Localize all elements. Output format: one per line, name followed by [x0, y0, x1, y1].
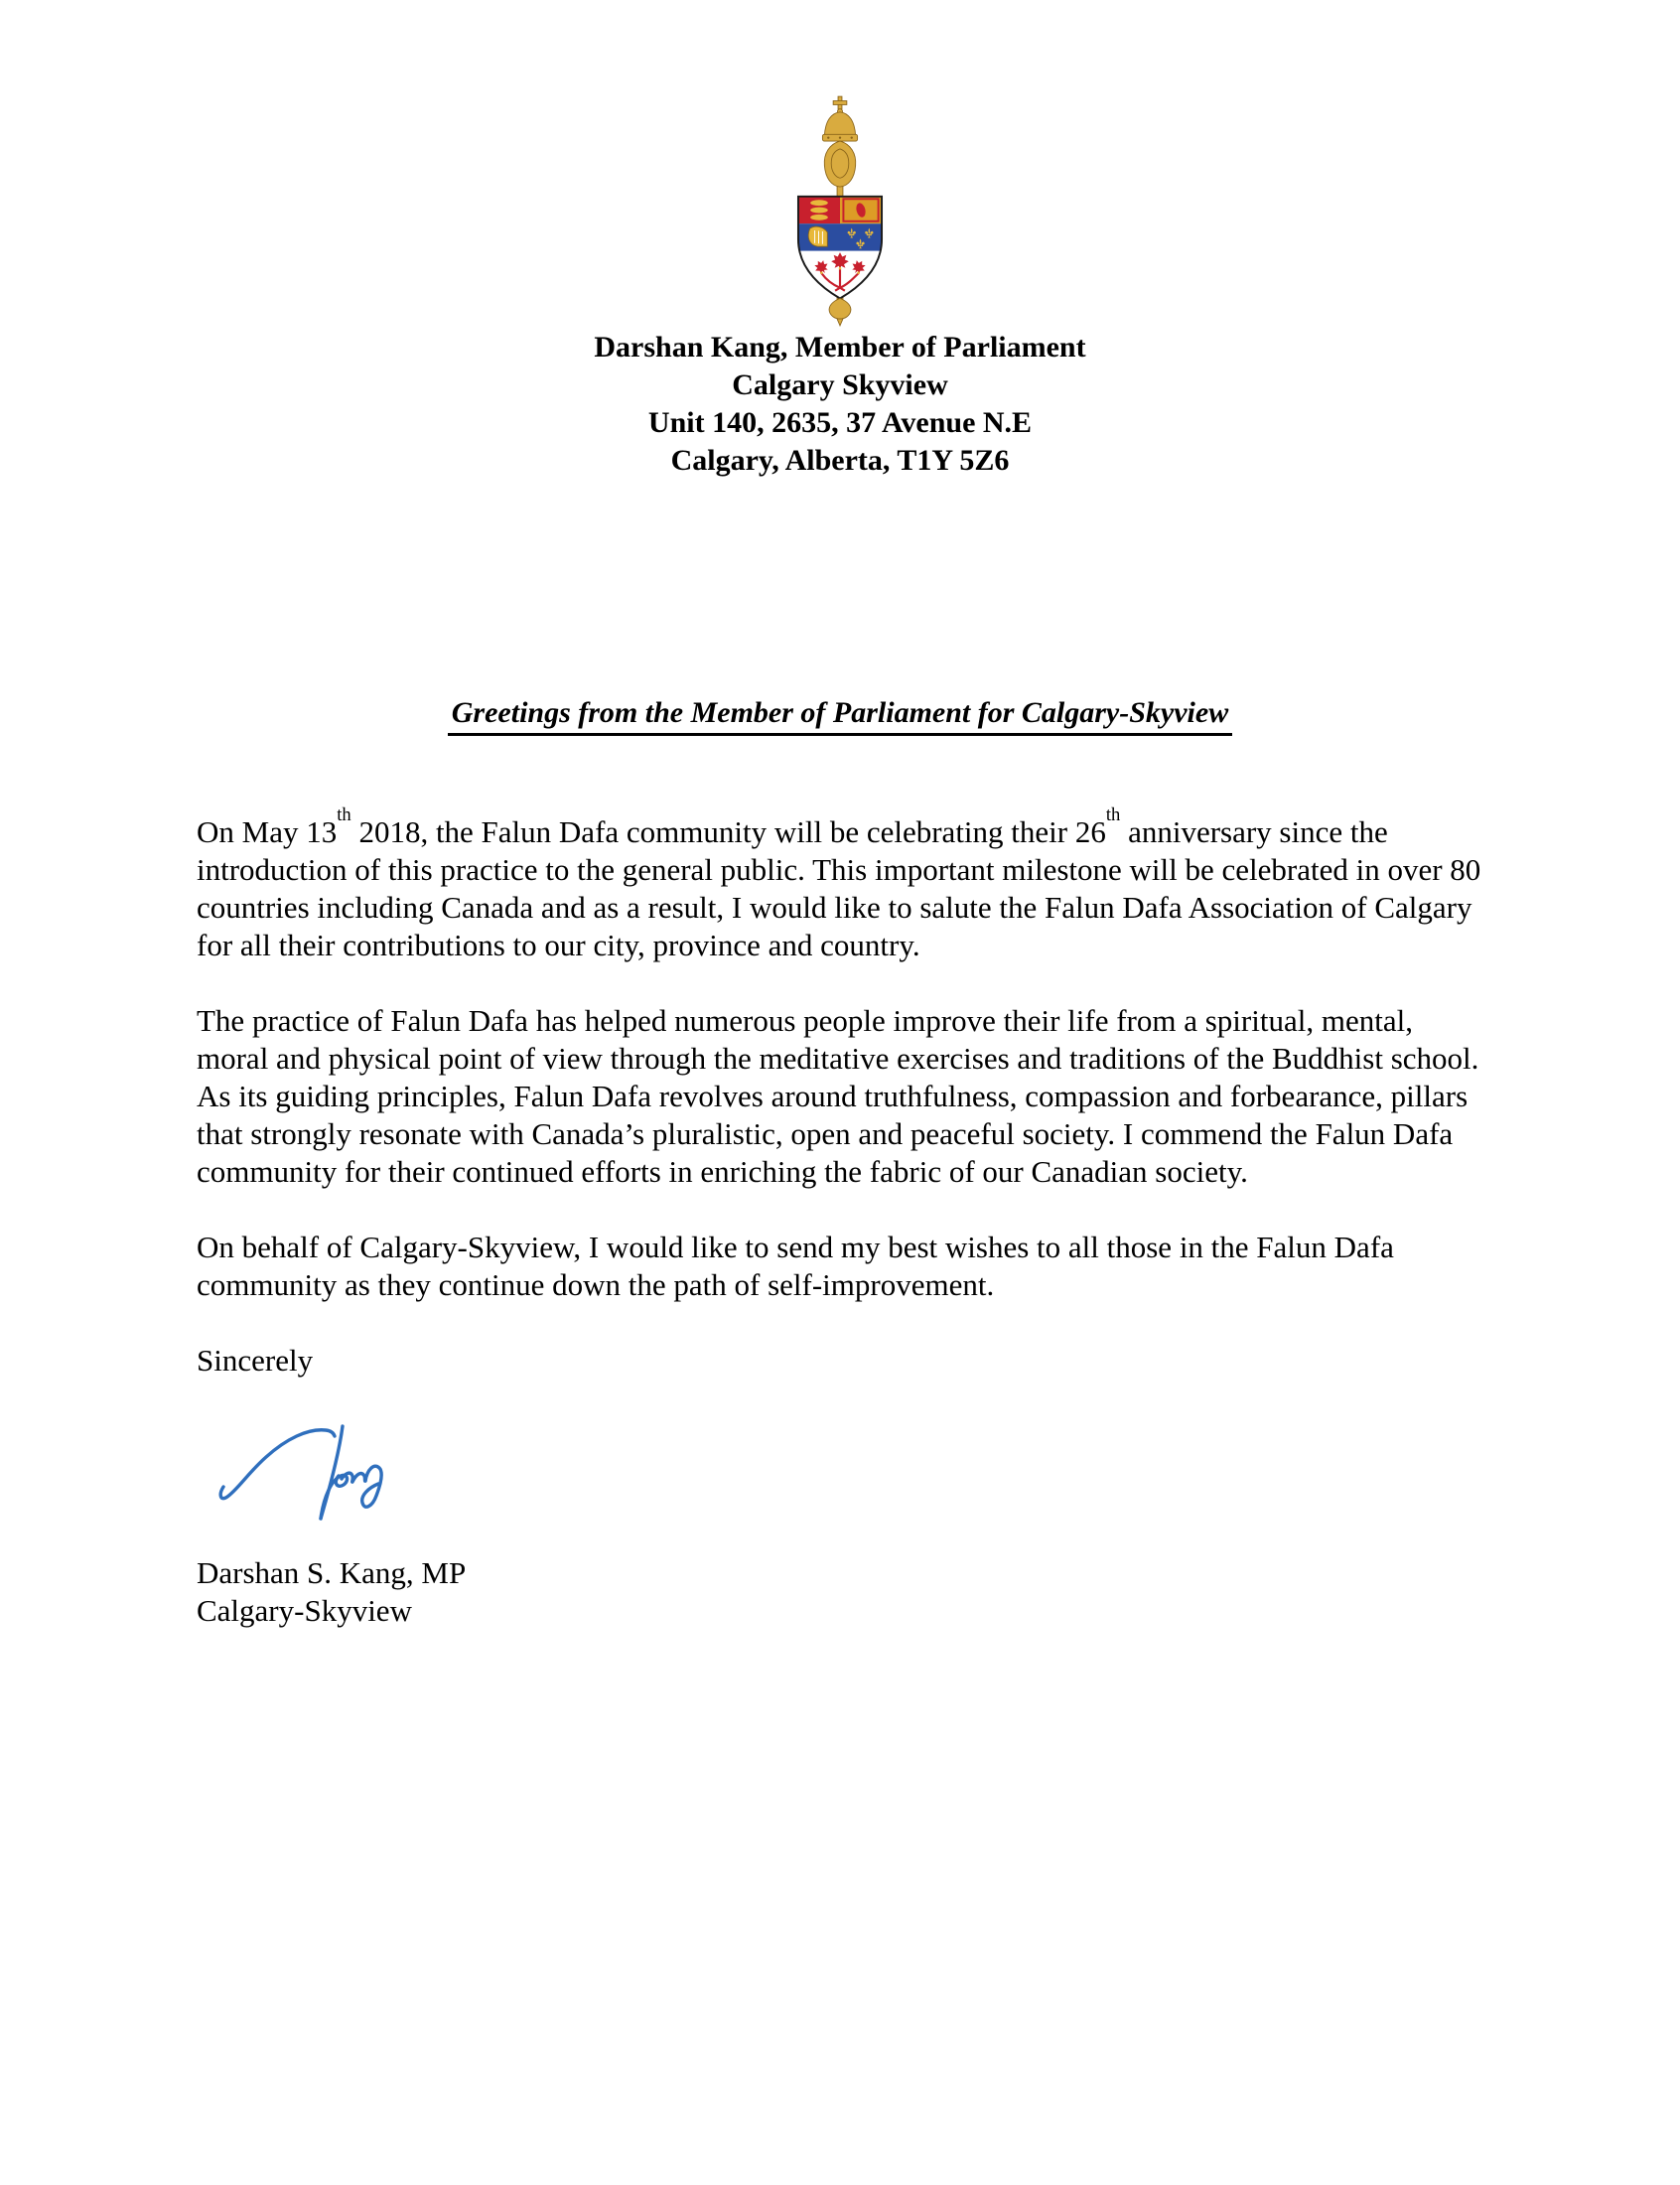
signer-constituency: Calgary-Skyview: [197, 1593, 412, 1628]
signature-icon: [214, 1423, 403, 1523]
signer-name: Darshan S. Kang, MP: [197, 1555, 467, 1590]
letterhead: [0, 95, 1680, 480]
paragraph-1-text: 2018, the Falun Dafa community will be celebrating their 26: [350, 814, 1106, 849]
letter-title: Greetings from the Member of Parliament for Calgary-Skyview: [448, 696, 1232, 736]
valediction: Sincerely: [197, 1343, 314, 1378]
ordinal-superscript: th: [337, 804, 351, 826]
paragraph-3: On behalf of Calgary-Skyview, I would like to send my best wishes to all those in the Falun Dafa community as they continue down the path of self-improvement.: [197, 1230, 1394, 1302]
signer-block: [197, 1554, 1487, 1630]
mp-name-line: Darshan Kang, Member of Parliament: [594, 331, 1086, 364]
letter-title-row: [0, 696, 1680, 736]
address-line-2: Calgary, Alberta, T1Y 5Z6: [670, 444, 1010, 477]
letter-body: [197, 804, 1487, 1630]
address-line-1: Unit 140, 2635, 37 Avenue N.E: [647, 406, 1033, 439]
paragraph-1-text: On May 13: [197, 814, 338, 849]
constituency-line: Calgary Skyview: [732, 368, 948, 401]
paragraph-1-text: anniversary since the introduction of this practice to the general public. This important milestone will be celebrated in over 80 countries including Canada and as a result, I would like to salute the Falun Dafa Association of Calgary for all their contributions to our city, province and country.: [197, 814, 1481, 962]
ordinal-superscript: th: [1105, 804, 1121, 826]
paragraph-2: The practice of Falun Dafa has helped numerous people improve their life from a spiritual, mental, moral and physical point of view through the meditative exercises and traditions of the Buddhist school. As its guiding principles, Falun Dafa revolves around truthfulness, compassion and forbearance, pillars that strongly resonate with Canada’s pluralistic, open and peaceful society. I commend the Falun Dafa community for their continued efforts in enriching the fabric of our Canadian society.: [197, 1003, 1479, 1189]
paragraph-1: [197, 804, 1487, 964]
parliament-crest-icon: [796, 95, 884, 327]
signature-image: [214, 1423, 403, 1523]
